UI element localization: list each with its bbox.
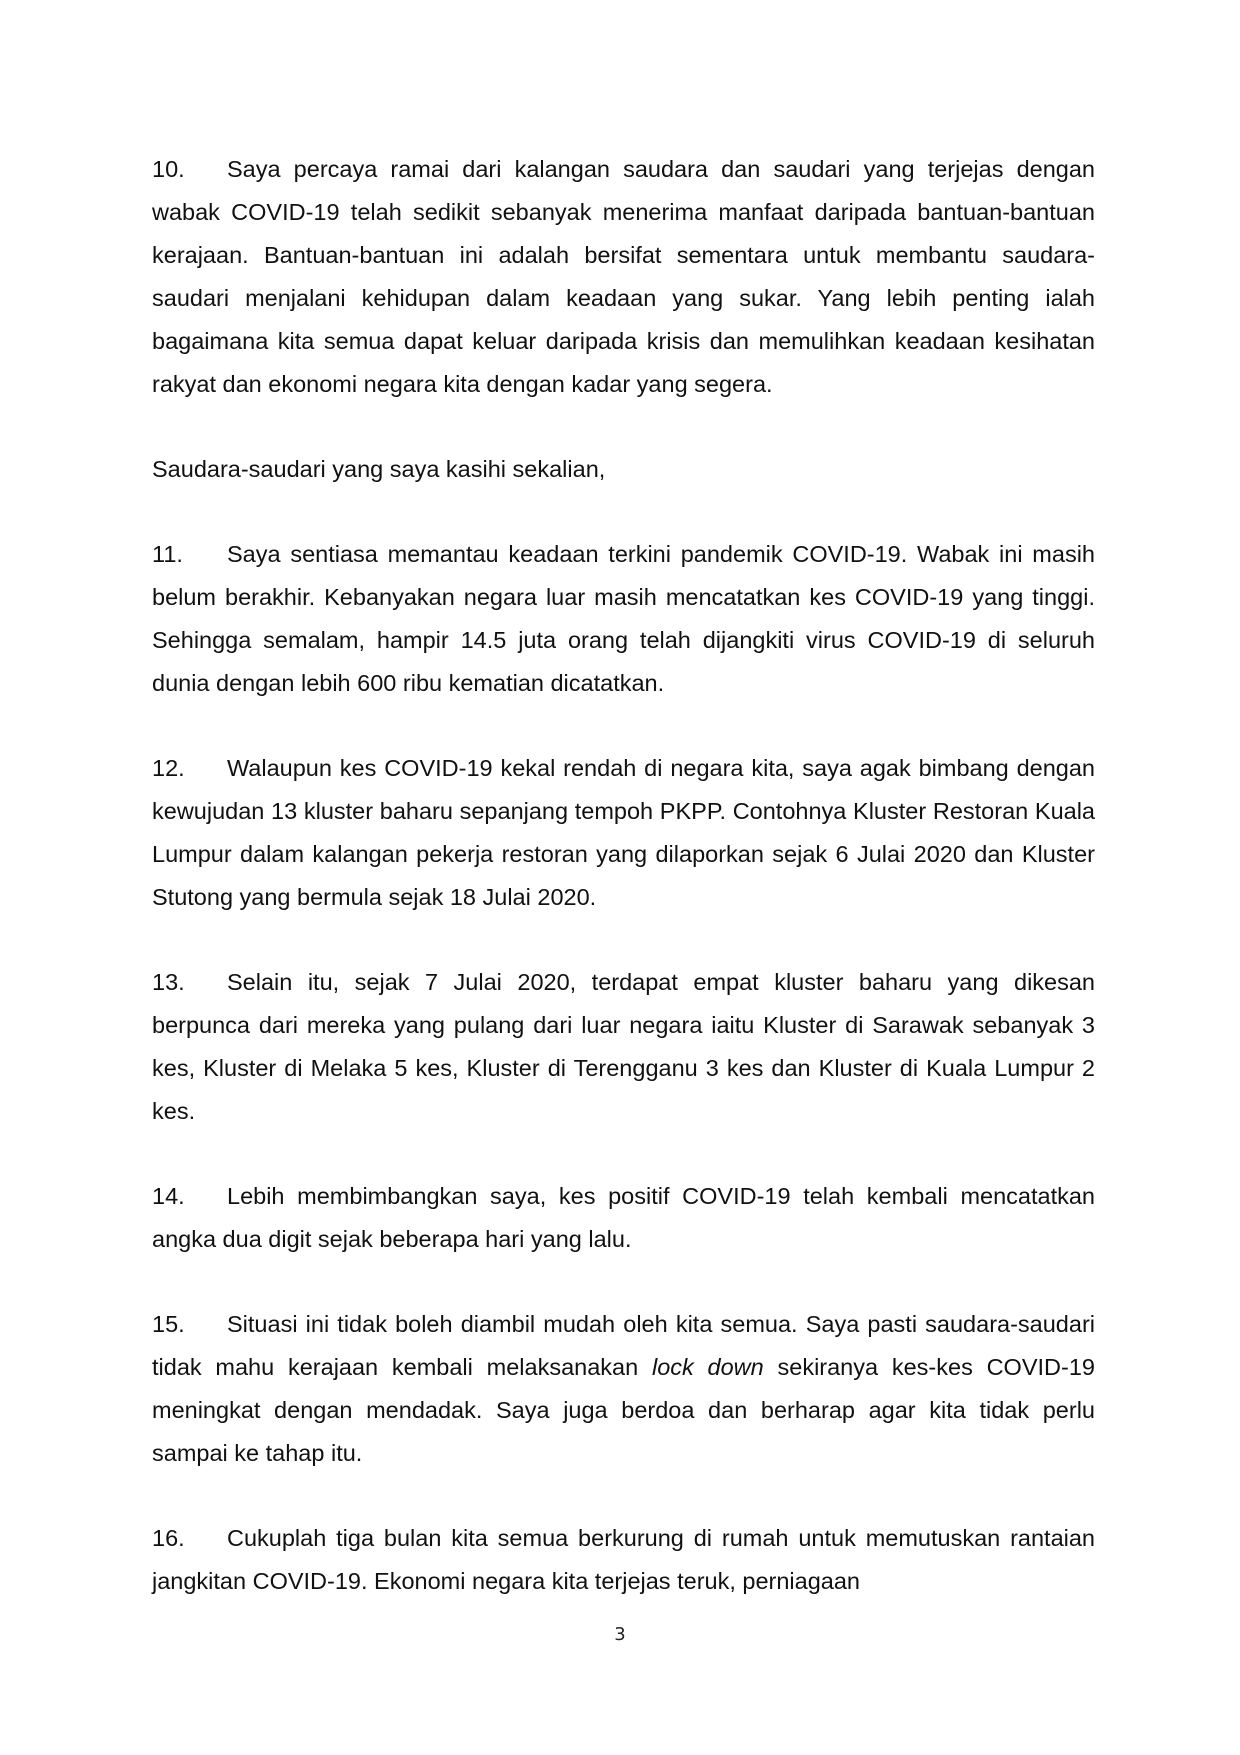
salutation: Saudara-saudari yang saya kasihi sekalian, xyxy=(152,456,606,482)
paragraph-10 xyxy=(152,148,1095,406)
paragraph-number: 10. xyxy=(152,156,185,182)
paragraph-number: 14. xyxy=(152,1183,185,1209)
document-page xyxy=(152,148,1095,1645)
paragraph-12 xyxy=(152,747,1095,919)
page-number: 3 xyxy=(614,1624,626,1645)
paragraph-text: Selain itu, sejak 7 Julai 2020, terdapat empat kluster baharu yang dikesan berpunca dari mereka yang pulang dari luar negara iaitu Kluster di Sarawak sebanyak 3 kes, Kluster di Melaka 5 kes, Kluster di Terengganu 3 kes dan Kluster di Kuala Lumpur 2 kes. xyxy=(152,969,1095,1124)
paragraph-text: Lebih membimbangkan saya, kes positif COVID-19 telah kembali mencatatkan angka dua digit sejak beberapa hari yang lalu. xyxy=(152,1183,1095,1252)
paragraph-text: Walaupun kes COVID-19 kekal rendah di negara kita, saya agak bimbang dengan kewujudan 13 kluster baharu sepanjang tempoh PKPP. Contohnya Kluster Restoran Kuala Lumpur dalam kalangan pekerja restoran yang dilaporkan sejak 6 Julai 2020 dan Kluster Stutong yang bermula sejak 18 Julai 2020. xyxy=(152,755,1095,910)
paragraph-number: 15. xyxy=(152,1311,185,1337)
paragraph-text: sekiranya kes-kes COVID-19 meningkat dengan mendadak. Saya juga berdoa dan berharap agar kita tidak perlu sampai ke tahap itu. xyxy=(152,1354,1095,1466)
paragraph-11 xyxy=(152,533,1095,705)
italic-phrase: lock down xyxy=(651,1354,764,1380)
paragraph-text: Cukuplah tiga bulan kita semua berkurung di rumah untuk memutuskan rantaian jangkitan COVID-19. Ekonomi negara kita terjejas teruk, perniagaan xyxy=(152,1525,1095,1594)
paragraph-16 xyxy=(152,1517,1095,1603)
paragraph-number: 11. xyxy=(152,541,183,567)
paragraph-number: 16. xyxy=(152,1525,185,1551)
paragraph-13 xyxy=(152,961,1095,1133)
paragraph-14 xyxy=(152,1175,1095,1261)
paragraph-15 xyxy=(152,1303,1095,1475)
paragraph-text: Situasi ini tidak boleh diambil mudah oleh kita semua. Saya pasti saudara-saudari tidak mahu kerajaan kembali melaksanakan xyxy=(152,1311,1095,1380)
paragraph-text: Saya percaya ramai dari kalangan saudara dan saudari yang terjejas dengan wabak COVID-19 telah sedikit sebanyak menerima manfaat daripada bantuan-bantuan kerajaan. Bantuan-bantuan ini adalah bersifat sementara untuk membantu saudara-saudari menjalani kehidupan dalam keadaan yang sukar. Yang lebih penting ialah bagaimana kita semua dapat keluar daripada krisis dan memulihkan keadaan kesihatan rakyat dan ekonomi negara kita dengan kadar yang segera. xyxy=(152,156,1095,397)
paragraph-number: 13. xyxy=(152,969,185,995)
paragraph-number: 12. xyxy=(152,755,185,781)
paragraph-text: Saya sentiasa memantau keadaan terkini pandemik COVID-19. Wabak ini masih belum berakhir. Kebanyakan negara luar masih mencatatkan kes COVID-19 yang tinggi. Sehingga semalam, hampir 14.5 juta orang telah dijangkiti virus COVID-19 di seluruh dunia dengan lebih 600 ribu kematian dicatatkan. xyxy=(152,541,1095,696)
